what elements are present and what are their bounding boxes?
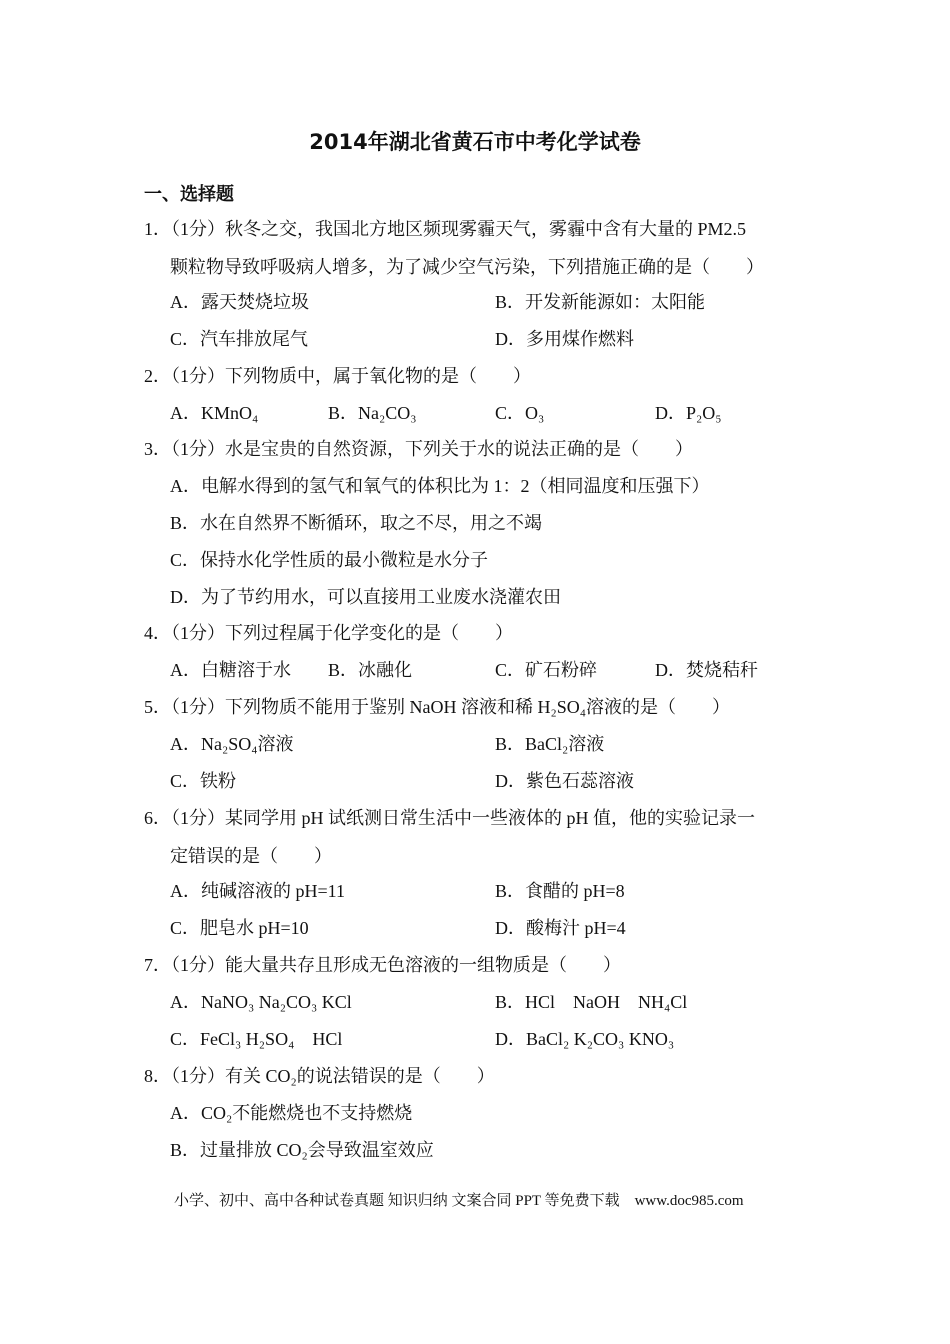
question-5-option-c: C．铁粉 <box>170 771 237 791</box>
question-3-option-c: C．保持水化学性质的最小微粒是水分子 <box>170 550 489 570</box>
question-6-stem: 6．（1分）某同学用 pH 试纸测日常生活中一些液体的 pH 值，他的实验记录一 <box>144 808 755 828</box>
question-6-option-d: D．酸梅汁 pH=4 <box>495 918 626 938</box>
question-3-option-a: A．电解水得到的氢气和氧气的体积比为 1：2（相同温度和压强下） <box>170 476 710 496</box>
question-6-option-a: A．纯碱溶液的 pH=11 <box>170 881 345 901</box>
question-5-option-b: B．BaCl₂溶液 <box>495 734 605 754</box>
question-3-stem: 3．（1分）水是宝贵的自然资源，下列关于水的说法正确的是（ ） <box>144 439 693 459</box>
question-2-stem: 2．（1分）下列物质中，属于氧化物的是（ ） <box>144 366 531 386</box>
question-4-option-d: D．焚烧秸秆 <box>655 660 758 680</box>
question-6-option-b: B．食醋的 pH=8 <box>495 881 625 901</box>
question-3-option-b: B．水在自然界不断循环，取之不尽，用之不竭 <box>170 513 543 533</box>
page-footer: 小学、初中、高中各种试卷真题 知识归纳 文案合同 PPT 等免费下载 www.doc985.com <box>174 1193 744 1209</box>
question-4-option-c: C．矿石粉碎 <box>495 660 598 680</box>
question-8-stem: 8．（1分）有关 CO₂的说法错误的是（ ） <box>144 1066 495 1086</box>
question-6-option-c: C．肥皂水 pH=10 <box>170 918 309 938</box>
question-5-option-a: A．Na₂SO₄溶液 <box>170 734 294 754</box>
question-7-option-a: A．NaNO₃ Na₂CO₃ KCl <box>170 992 352 1012</box>
section-heading: 一、选择题 <box>144 184 234 205</box>
question-8-option-b: B．过量排放 CO₂会导致温室效应 <box>170 1140 434 1160</box>
question-4-stem: 4．（1分）下列过程属于化学变化的是（ ） <box>144 623 513 643</box>
question-1-option-b: B．开发新能源如：太阳能 <box>495 292 706 312</box>
question-7-option-b: B．HCl NaOH NH₄Cl <box>495 992 688 1012</box>
question-7-option-c: C．FeCl₃ H₂SO₄ HCl <box>170 1029 343 1049</box>
question-2-option-a: A．KMnO₄ <box>170 403 259 423</box>
question-4-option-a: A．白糖溶于水 <box>170 660 291 680</box>
question-7-option-d: D．BaCl₂ K₂CO₃ KNO₃ <box>495 1029 675 1049</box>
question-2-option-b: B．Na₂CO₃ <box>328 403 417 423</box>
question-6-stem-cont: 定错误的是（ ） <box>170 846 332 866</box>
document-title: 2014年湖北省黄石市中考化学试卷 <box>309 130 641 154</box>
question-1-stem: 1．（1分）秋冬之交，我国北方地区频现雾霾天气，雾霾中含有大量的 PM2.5 <box>144 219 747 239</box>
question-4-option-b: B．冰融化 <box>328 660 413 680</box>
question-5-option-d: D．紫色石蕊溶液 <box>495 771 634 791</box>
question-1-option-c: C．汽车排放尾气 <box>170 329 309 349</box>
question-5-stem: 5．（1分）下列物质不能用于鉴别 NaOH 溶液和稀 H₂SO₄溶液的是（ ） <box>144 697 731 717</box>
question-7-stem: 7．（1分）能大量共存且形成无色溶液的一组物质是（ ） <box>144 955 621 975</box>
question-1-stem-cont: 颗粒物导致呼吸病人增多，为了减少空气污染，下列措施正确的是（ ） <box>170 257 764 277</box>
question-1-option-a: A．露天焚烧垃圾 <box>170 292 309 312</box>
question-2-option-c: C．O₃ <box>495 403 545 423</box>
question-1-option-d: D．多用煤作燃料 <box>495 329 634 349</box>
question-3-option-d: D．为了节约用水，可以直接用工业废水浇灌农田 <box>170 587 561 607</box>
question-8-option-a: A．CO₂不能燃烧也不支持燃烧 <box>170 1103 413 1123</box>
question-2-option-d: D．P₂O₅ <box>655 403 722 423</box>
